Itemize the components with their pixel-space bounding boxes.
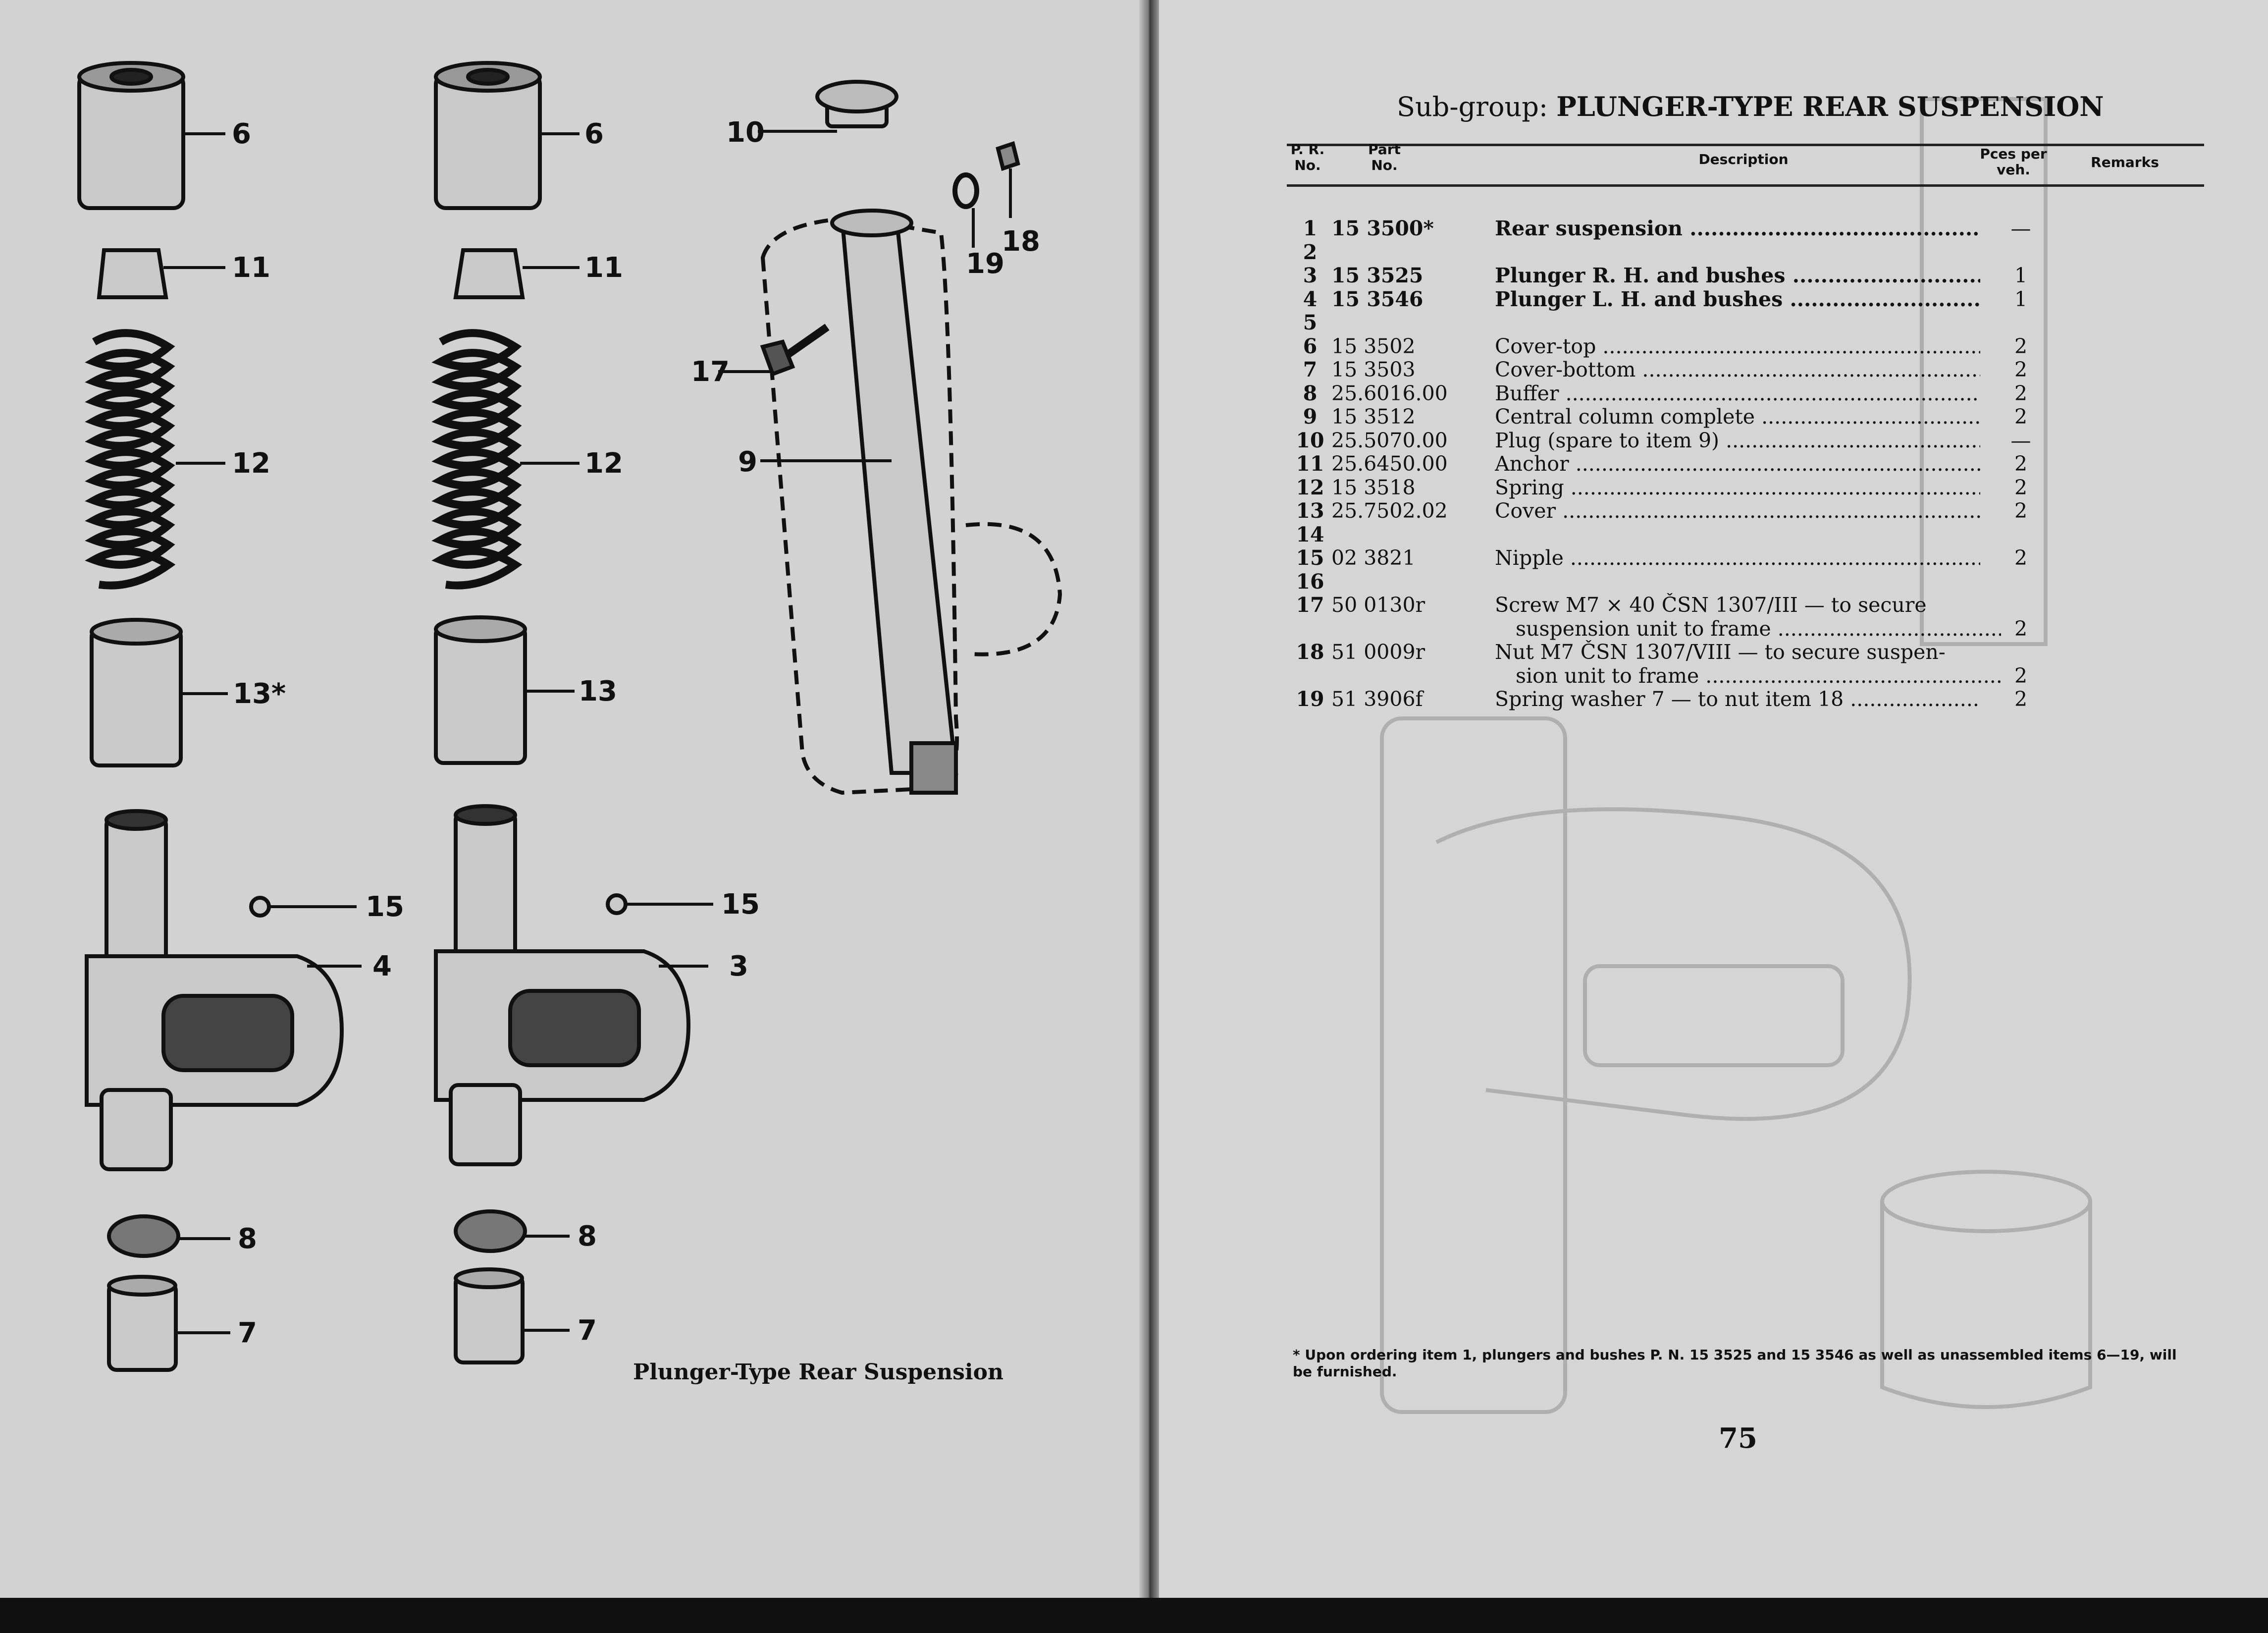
cover-drawing — [92, 617, 525, 765]
row-description: Screw M7 × 40 ČSN 1307/III — to secure — [1495, 593, 1927, 617]
row-quantity: 2 — [2014, 663, 2028, 688]
row-part-no: 25.7502.02 — [1331, 499, 1448, 523]
row-part-no: 15 3503 — [1331, 358, 1416, 381]
row-quantity: 2 — [2014, 405, 2028, 429]
callout-3: 3 — [729, 950, 748, 982]
row-description: Anchor ..... — [1495, 452, 1980, 476]
row-pr-no: 2 — [1303, 240, 1318, 264]
callout-6: 6 — [232, 118, 251, 150]
callout-18: 18 — [1002, 225, 1040, 258]
row-part-no: 50 0130r — [1331, 593, 1425, 617]
row-part-no: 51 0009r — [1331, 640, 1425, 664]
row-description: Rear suspension ..... — [1495, 217, 1980, 240]
row-pr-no: 19 — [1296, 687, 1324, 711]
header-pr-no: P. R. No. — [1290, 141, 1325, 173]
row-description: Spring ..... — [1495, 476, 1980, 499]
row-pr-no: 6 — [1303, 334, 1318, 358]
row-quantity: 2 — [2014, 452, 2028, 476]
row-pr-no: 10 — [1296, 428, 1324, 452]
row-description: Plug (spare to item 9) ..... — [1495, 429, 1980, 452]
callout-19: 19 — [966, 248, 1004, 280]
row-description: Nut M7 ČSN 1307/VIII — to secure suspen- — [1495, 640, 1946, 664]
plunger-drawing — [87, 806, 688, 1169]
row-pr-no: 18 — [1296, 640, 1324, 664]
row-pr-no: 7 — [1303, 358, 1318, 381]
subgroup-name: PLUNGER-TYPE REAR SUSPENSION — [1556, 91, 2104, 122]
row-quantity: 2 — [2014, 546, 2028, 570]
row-quantity: — — [2010, 428, 2031, 452]
row-quantity: 1 — [2014, 264, 2028, 287]
row-part-no: 25.5070.00 — [1331, 428, 1448, 452]
spring-drawing — [94, 333, 515, 585]
row-part-no: 15 3546 — [1331, 287, 1424, 311]
header-rule-bottom — [1287, 184, 2204, 187]
header-rule-top — [1287, 144, 2204, 146]
row-quantity: 2 — [2014, 334, 2028, 358]
row-part-no: 02 3821 — [1331, 546, 1416, 570]
header-remarks: Remarks — [2091, 154, 2159, 170]
callout-13: 13* — [233, 678, 286, 710]
subgroup-prefix: Sub-group: — [1397, 91, 1548, 122]
row-description: Cover-bottom ..... — [1495, 358, 1980, 381]
row-quantity: 2 — [2014, 475, 2028, 499]
central-column-drawing — [763, 211, 1060, 793]
callout-6: 6 — [584, 118, 604, 150]
row-pr-no: 11 — [1296, 452, 1324, 476]
callout-7: 7 — [238, 1317, 257, 1349]
row-pr-no: 17 — [1296, 593, 1324, 617]
row-pr-no: 5 — [1303, 311, 1318, 334]
row-quantity: 2 — [2014, 358, 2028, 381]
callout-8: 8 — [238, 1223, 257, 1255]
row-description: Cover-top ..... — [1495, 334, 1980, 358]
screw-drawing — [763, 327, 827, 374]
row-description: Plunger L. H. and bushes ..... — [1495, 287, 1980, 311]
row-pr-no: 16 — [1296, 569, 1324, 594]
row-quantity: 1 — [2014, 287, 2028, 311]
row-description: Plunger R. H. and bushes ..... — [1495, 264, 1980, 287]
header-description: Description — [1698, 151, 1789, 167]
callout-9: 9 — [738, 446, 757, 478]
row-quantity: — — [2010, 217, 2031, 240]
row-quantity: 2 — [2014, 687, 2028, 711]
row-quantity: 2 — [2014, 381, 2028, 405]
footnote: * Upon ordering item 1, plungers and bushes P. N. 15 3525 and 15 3546 as well as unassembled items 6—19, will be furnished. — [1293, 1347, 2177, 1380]
buffer-drawing — [109, 1211, 525, 1256]
callout-12: 12 — [232, 447, 270, 480]
scan-bottom-edge — [0, 1598, 2268, 1633]
callout-10: 10 — [726, 116, 765, 149]
callout-17: 17 — [691, 356, 730, 388]
row-description-continued: suspension unit to frame ..... — [1516, 617, 2001, 641]
anchor-drawing — [99, 250, 523, 297]
cover-bottom-drawing — [109, 1269, 523, 1370]
row-description-continued: sion unit to frame ..... — [1516, 664, 2001, 688]
callout-15: 15 — [366, 891, 404, 923]
washer-drawing — [955, 144, 1018, 207]
row-part-no: 15 3500* — [1331, 217, 1434, 240]
row-description: Spring washer 7 — to nut item 18 ..... — [1495, 687, 1980, 711]
row-part-no: 25.6016.00 — [1331, 381, 1448, 405]
figure-caption: Plunger-Type Rear Suspension — [633, 1360, 1003, 1385]
subgroup-title — [1397, 91, 2104, 122]
row-pr-no: 15 — [1296, 546, 1324, 570]
row-pr-no: 12 — [1296, 475, 1324, 499]
callout-11: 11 — [584, 252, 623, 284]
row-pr-no: 8 — [1303, 381, 1318, 405]
cover-top-drawing — [79, 63, 540, 208]
row-quantity: 2 — [2014, 616, 2028, 641]
row-pr-no: 4 — [1303, 287, 1318, 311]
row-description: Central column complete ..... — [1495, 405, 1980, 429]
row-pr-no: 3 — [1303, 264, 1318, 287]
row-part-no: 15 3525 — [1331, 264, 1424, 287]
callout-4: 4 — [372, 950, 392, 982]
row-pr-no: 13 — [1296, 499, 1324, 523]
callout-8: 8 — [578, 1220, 597, 1252]
plug-drawing — [817, 82, 897, 126]
row-part-no: 51 3906f — [1331, 687, 1423, 711]
row-description: Cover ..... — [1495, 499, 1980, 523]
row-part-no: 15 3502 — [1331, 334, 1416, 358]
callout-12: 12 — [584, 447, 623, 480]
row-part-no: 15 3512 — [1331, 405, 1416, 429]
callout-13: 13 — [579, 675, 617, 708]
row-part-no: 15 3518 — [1331, 475, 1416, 499]
callout-7: 7 — [578, 1314, 597, 1347]
row-part-no: 25.6450.00 — [1331, 452, 1448, 476]
header-part-no: Part No. — [1368, 141, 1401, 173]
row-pr-no: 1 — [1303, 217, 1318, 240]
callout-15: 15 — [721, 888, 760, 921]
row-description: Buffer ..... — [1495, 381, 1980, 405]
row-pr-no: 9 — [1303, 405, 1318, 429]
row-quantity: 2 — [2014, 499, 2028, 523]
row-pr-no: 14 — [1296, 522, 1324, 546]
header-pces: Pces per veh. — [1980, 146, 2047, 178]
page-number: 75 — [1719, 1422, 1757, 1455]
callout-11: 11 — [232, 252, 270, 284]
row-description: Nipple ..... — [1495, 546, 1980, 570]
